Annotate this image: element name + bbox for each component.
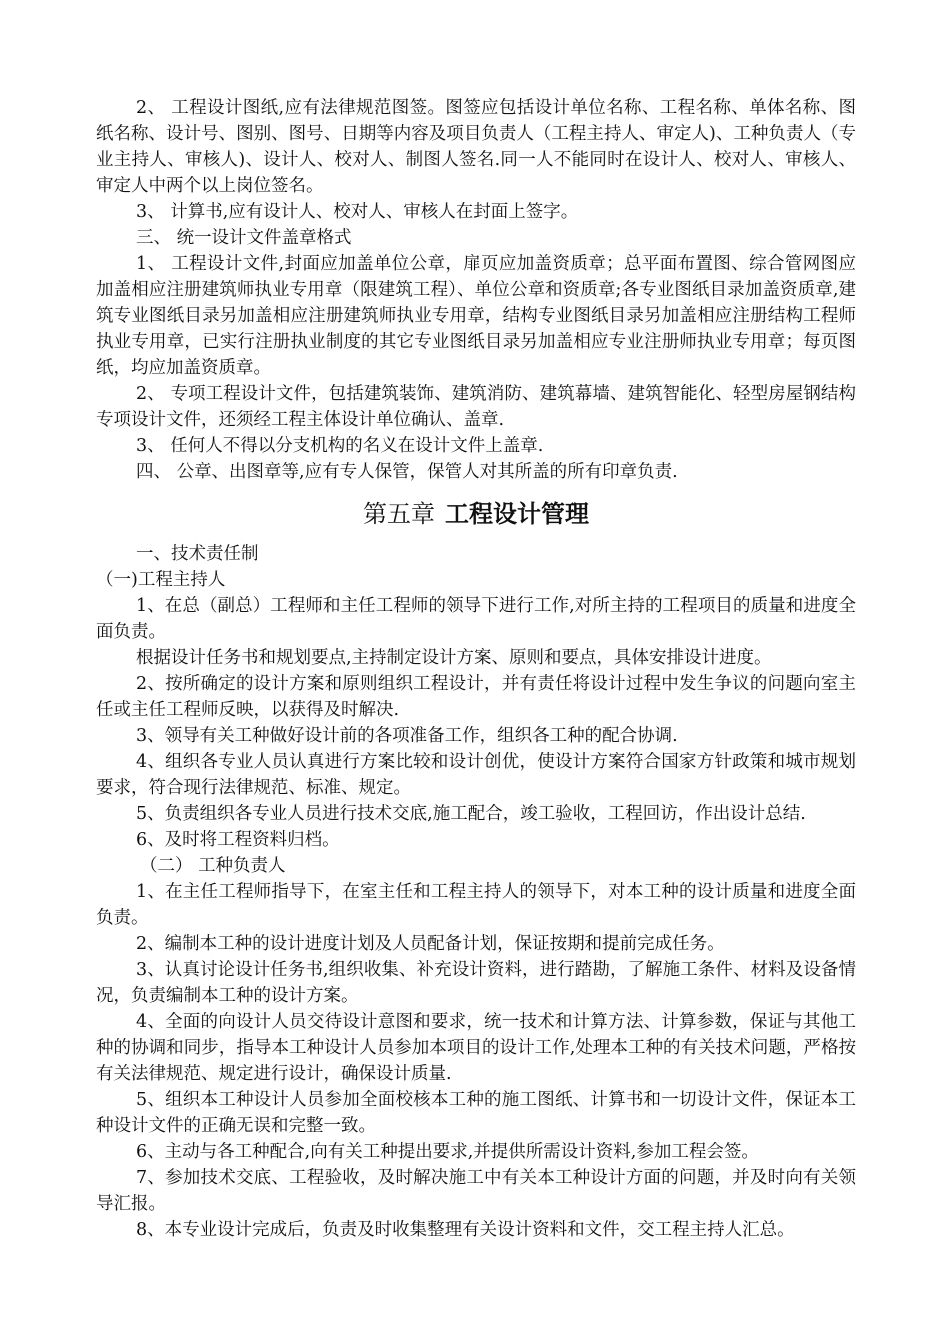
section-before xyxy=(96,95,856,485)
paragraph: 3、领导有关工种做好设计前的各项准备工作，组织各工种的配合协调. xyxy=(136,726,678,746)
paragraph: 3、认真讨论设计任务书,组织收集、补充设计资料，进行踏勘，了解施工条件、材料及设备情况，负责编制本工种的设计方案。 xyxy=(96,960,856,1006)
chapter-title: 工程设计管理 xyxy=(445,499,589,528)
paragraph: 4、组织各专业人员认真进行方案比较和设计创优，使设计方案符合国家方针政策和城市规划要求，符合现行法律规范、标准、规定。 xyxy=(96,752,856,798)
section-heading: 一、技术责任制 xyxy=(136,544,259,564)
chapter-heading xyxy=(96,497,856,531)
paragraph: 6、主动与各工种配合,向有关工种提出要求,并提供所需设计资料,参加工程会签。 xyxy=(136,1142,759,1162)
paragraph: 四、 公章、出图章等,应有专人保管，保管人对其所盖的所有印章负责. xyxy=(136,462,678,482)
chapter-number: 第五章 xyxy=(363,500,435,528)
paragraph: 三、 统一设计文件盖章格式 xyxy=(136,228,352,248)
paragraph: 6、及时将工程资料归档。 xyxy=(136,830,340,850)
paragraph: 2、 工程设计图纸,应有法律规范图签。图签应包括设计单位名称、工程名称、单体名称、图纸名称、设计号、图别、图号、日期等内容及项目负责人（工程主持人、审定人)、工种负责人（专业主持人、审核人)、设计人、校对人、制图人签名.同一人不能同时在设计人、校对人、审核人、审定人中两个以上岗位签名。 xyxy=(96,98,856,196)
paragraph: 4、全面的向设计人员交待设计意图和要求，统一技术和计算方法、计算参数，保证与其他工种的协调和同步，指导本工种设计人员参加本项目的设计工作,处理本工种的有关技术问题，严格按有关法律规范、规定进行设计，确保设计质量. xyxy=(96,1012,856,1084)
document-page xyxy=(96,95,856,1243)
section-after xyxy=(96,541,856,1243)
paragraph: 5、组织本工种设计人员参加全面校核本工种的施工图纸、计算书和一切设计文件，保证本工种设计文件的正确无误和完整一致。 xyxy=(96,1090,856,1136)
paragraph: 2、 专项工程设计文件，包括建筑装饰、建筑消防、建筑幕墙、建筑智能化、轻型房屋钢结构专项设计文件，还须经工程主体设计单位确认、盖章. xyxy=(96,384,856,430)
paragraph: 8、本专业设计完成后，负责及时收集整理有关设计资料和文件，交工程主持人汇总。 xyxy=(136,1220,795,1240)
paragraph: 3、 计算书,应有设计人、校对人、审核人在封面上签字。 xyxy=(136,202,579,222)
paragraph: 3、 任何人不得以分支机构的名义在设计文件上盖章. xyxy=(136,436,544,456)
paragraph: 5、负责组织各专业人员进行技术交底,施工配合，竣工验收，工程回访，作出设计总结. xyxy=(136,804,806,824)
subsection-heading: （二） 工种负责人 xyxy=(140,856,286,876)
paragraph: 2、按所确定的设计方案和原则组织工程设计，并有责任将设计过程中发生争议的问题向室主任或主任工程师反映，以获得及时解决. xyxy=(96,674,856,720)
paragraph: 根据设计任务书和规划要点,主持制定设计方案、原则和要点，具体安排设计进度。 xyxy=(136,648,772,668)
paragraph: 1、 工程设计文件,封面应加盖单位公章，扉页应加盖资质章；总平面布置图、综合管网图应加盖相应注册建筑师执业专用章（限建筑工程）、单位公章和资质章;各专业图纸目录加盖资质章,建筑专业图纸目录另加盖相应注册建筑师执业专用章，结构专业图纸目录另加盖相应注册结构工程师执业专用章，已实行注册执业制度的其它专业图纸目录另加盖相应专业注册师执业专用章；每页图纸，均应加盖资质章。 xyxy=(96,254,856,378)
paragraph: 1、在主任工程师指导下，在室主任和工程主持人的领导下，对本工种的设计质量和进度全面负责。 xyxy=(96,882,856,928)
subsection-heading: （一)工程主持人 xyxy=(96,570,226,590)
paragraph: 7、参加技术交底、工程验收，及时解决施工中有关本工种设计方面的问题，并及时向有关领导汇报。 xyxy=(96,1168,856,1214)
paragraph: 1、在总（副总）工程师和主任工程师的领导下进行工作,对所主持的工程项目的质量和进度全面负责。 xyxy=(96,596,856,642)
paragraph: 2、编制本工种的设计进度计划及人员配备计划，保证按期和提前完成任务。 xyxy=(136,934,725,954)
